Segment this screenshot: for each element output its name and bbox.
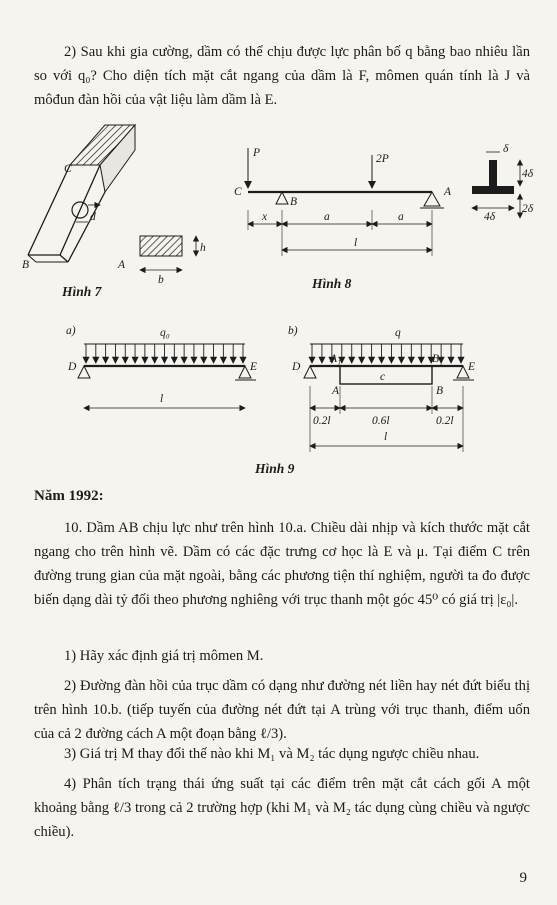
hinh8-caption: Hình 8 <box>312 276 352 291</box>
hinh7-caption: Hình 7 <box>62 284 102 299</box>
hinh7-label-C: C <box>64 163 72 175</box>
hinh9b-label-q: q <box>395 327 401 339</box>
year-heading: Năm 1992: <box>34 488 104 504</box>
hinh9a-tag: a) <box>66 325 76 337</box>
hinh8-label-l: l <box>354 237 358 249</box>
hinh9b-label-A: A <box>332 385 340 397</box>
hinh9b-label-s1: 0.2l <box>313 415 331 427</box>
hinh8-label-2P: 2P <box>376 153 389 165</box>
hinh9b-tag: b) <box>288 325 298 337</box>
hinh9b-label-c: c <box>380 371 386 383</box>
hinh7-label-d: d <box>90 211 96 223</box>
hinh8-label-a1: a <box>324 211 330 223</box>
hinh9b-label-B: B <box>436 385 444 397</box>
problem10-q3: 3) Giá trị M thay đổi thế nào khi M₁ và M₂ tác dụng ngược chiều nhau. <box>64 746 480 762</box>
hinh8-label-4d: 4δ <box>522 168 534 180</box>
hinh8-label-delta: δ <box>503 143 509 155</box>
hinh7-label-h: h <box>200 242 206 254</box>
hinh8-label-A: A <box>444 186 452 198</box>
hinh8-label-B: B <box>290 196 298 208</box>
hinh7-label-B: B <box>22 259 30 271</box>
hinh7-figure <box>22 125 206 286</box>
problem10-q1: 1) Hãy xác định giá trị mômen M. <box>64 648 264 664</box>
hinh9b-label-A1: A₁ <box>330 353 342 365</box>
hinh8-label-2d: 2δ <box>522 203 534 215</box>
hinh9b-label-D: D <box>292 361 301 373</box>
problem10-q2: 2) Đường đàn hồi của trục dầm có dạng như đường nét liền hay nét đứt biểu thị trên hình 10.b. (tiếp tuyến của đường nét đứt tại A trùng với trục thanh, điểm uốn của cả 2 đường cách A một đoạn bằng ℓ/3). <box>34 678 530 742</box>
hinh9a-load-arrows <box>86 344 243 363</box>
hinh8-figure <box>234 143 534 256</box>
hinh8-label-4d-bottom: 4δ <box>484 211 496 223</box>
hinh9b-label-l: l <box>384 431 388 443</box>
hinh7-label-A: A <box>118 259 126 271</box>
hinh9a-label-l: l <box>160 393 164 405</box>
hinh9-caption: Hình 9 <box>255 461 295 476</box>
hinh8-label-a2: a <box>398 211 404 223</box>
problem10-statement: 10. Dầm AB chịu lực như trên hình 10.a. Chiều dài nhịp và kích thước mặt cắt ngang cho trên hình vẽ. Dầm có các đặc trưng cơ học là E và μ. Tại điểm C trên đường trung gian của mặt ngoài, bằng các phương tiện thí nghiệm, người ta đo được biến dạng dài tỷ đối theo phương nghiêng với trục thanh một góc 45⁰ có giá trị |ε₀|. <box>34 520 530 608</box>
hinh9b-label-E: E <box>468 361 476 373</box>
hinh8-label-C: C <box>234 186 242 198</box>
hinh9b-label-s2: 0.6l <box>372 415 390 427</box>
item2-paragraph: 2) Sau khi gia cường, dầm có thể chịu được lực phân bố q bằng bao nhiêu lần so với q₀? Cho diện tích mặt cắt ngang của dầm là F, mômen quán tính là J và môđun đàn hồi của vật liệu làm dầm là E. <box>34 44 530 108</box>
hinh9a-figure <box>66 325 257 408</box>
problem10-q4: 4) Phân tích trạng thái ứng suất tại các điểm trên mặt cắt cách gối A một khoảng bằng ℓ/3 trong cả 2 trường hợp (khi M₁ và M₂ tác dụng cùng chiều và ngược chiều). <box>34 776 530 840</box>
page-number: 9 <box>519 870 527 886</box>
hinh9b-figure <box>288 325 475 452</box>
hinh8-label-P: P <box>253 147 261 159</box>
hinh9a-label-q0: q₀ <box>160 327 170 339</box>
hinh8-label-x: x <box>262 211 268 223</box>
hinh9a-label-E: E <box>250 361 258 373</box>
hinh9a-label-D: D <box>68 361 77 373</box>
hinh7-label-b: b <box>158 274 164 286</box>
hinh9b-label-B1: B₁ <box>432 353 444 365</box>
hinh9b-label-s3: 0.2l <box>436 415 454 427</box>
